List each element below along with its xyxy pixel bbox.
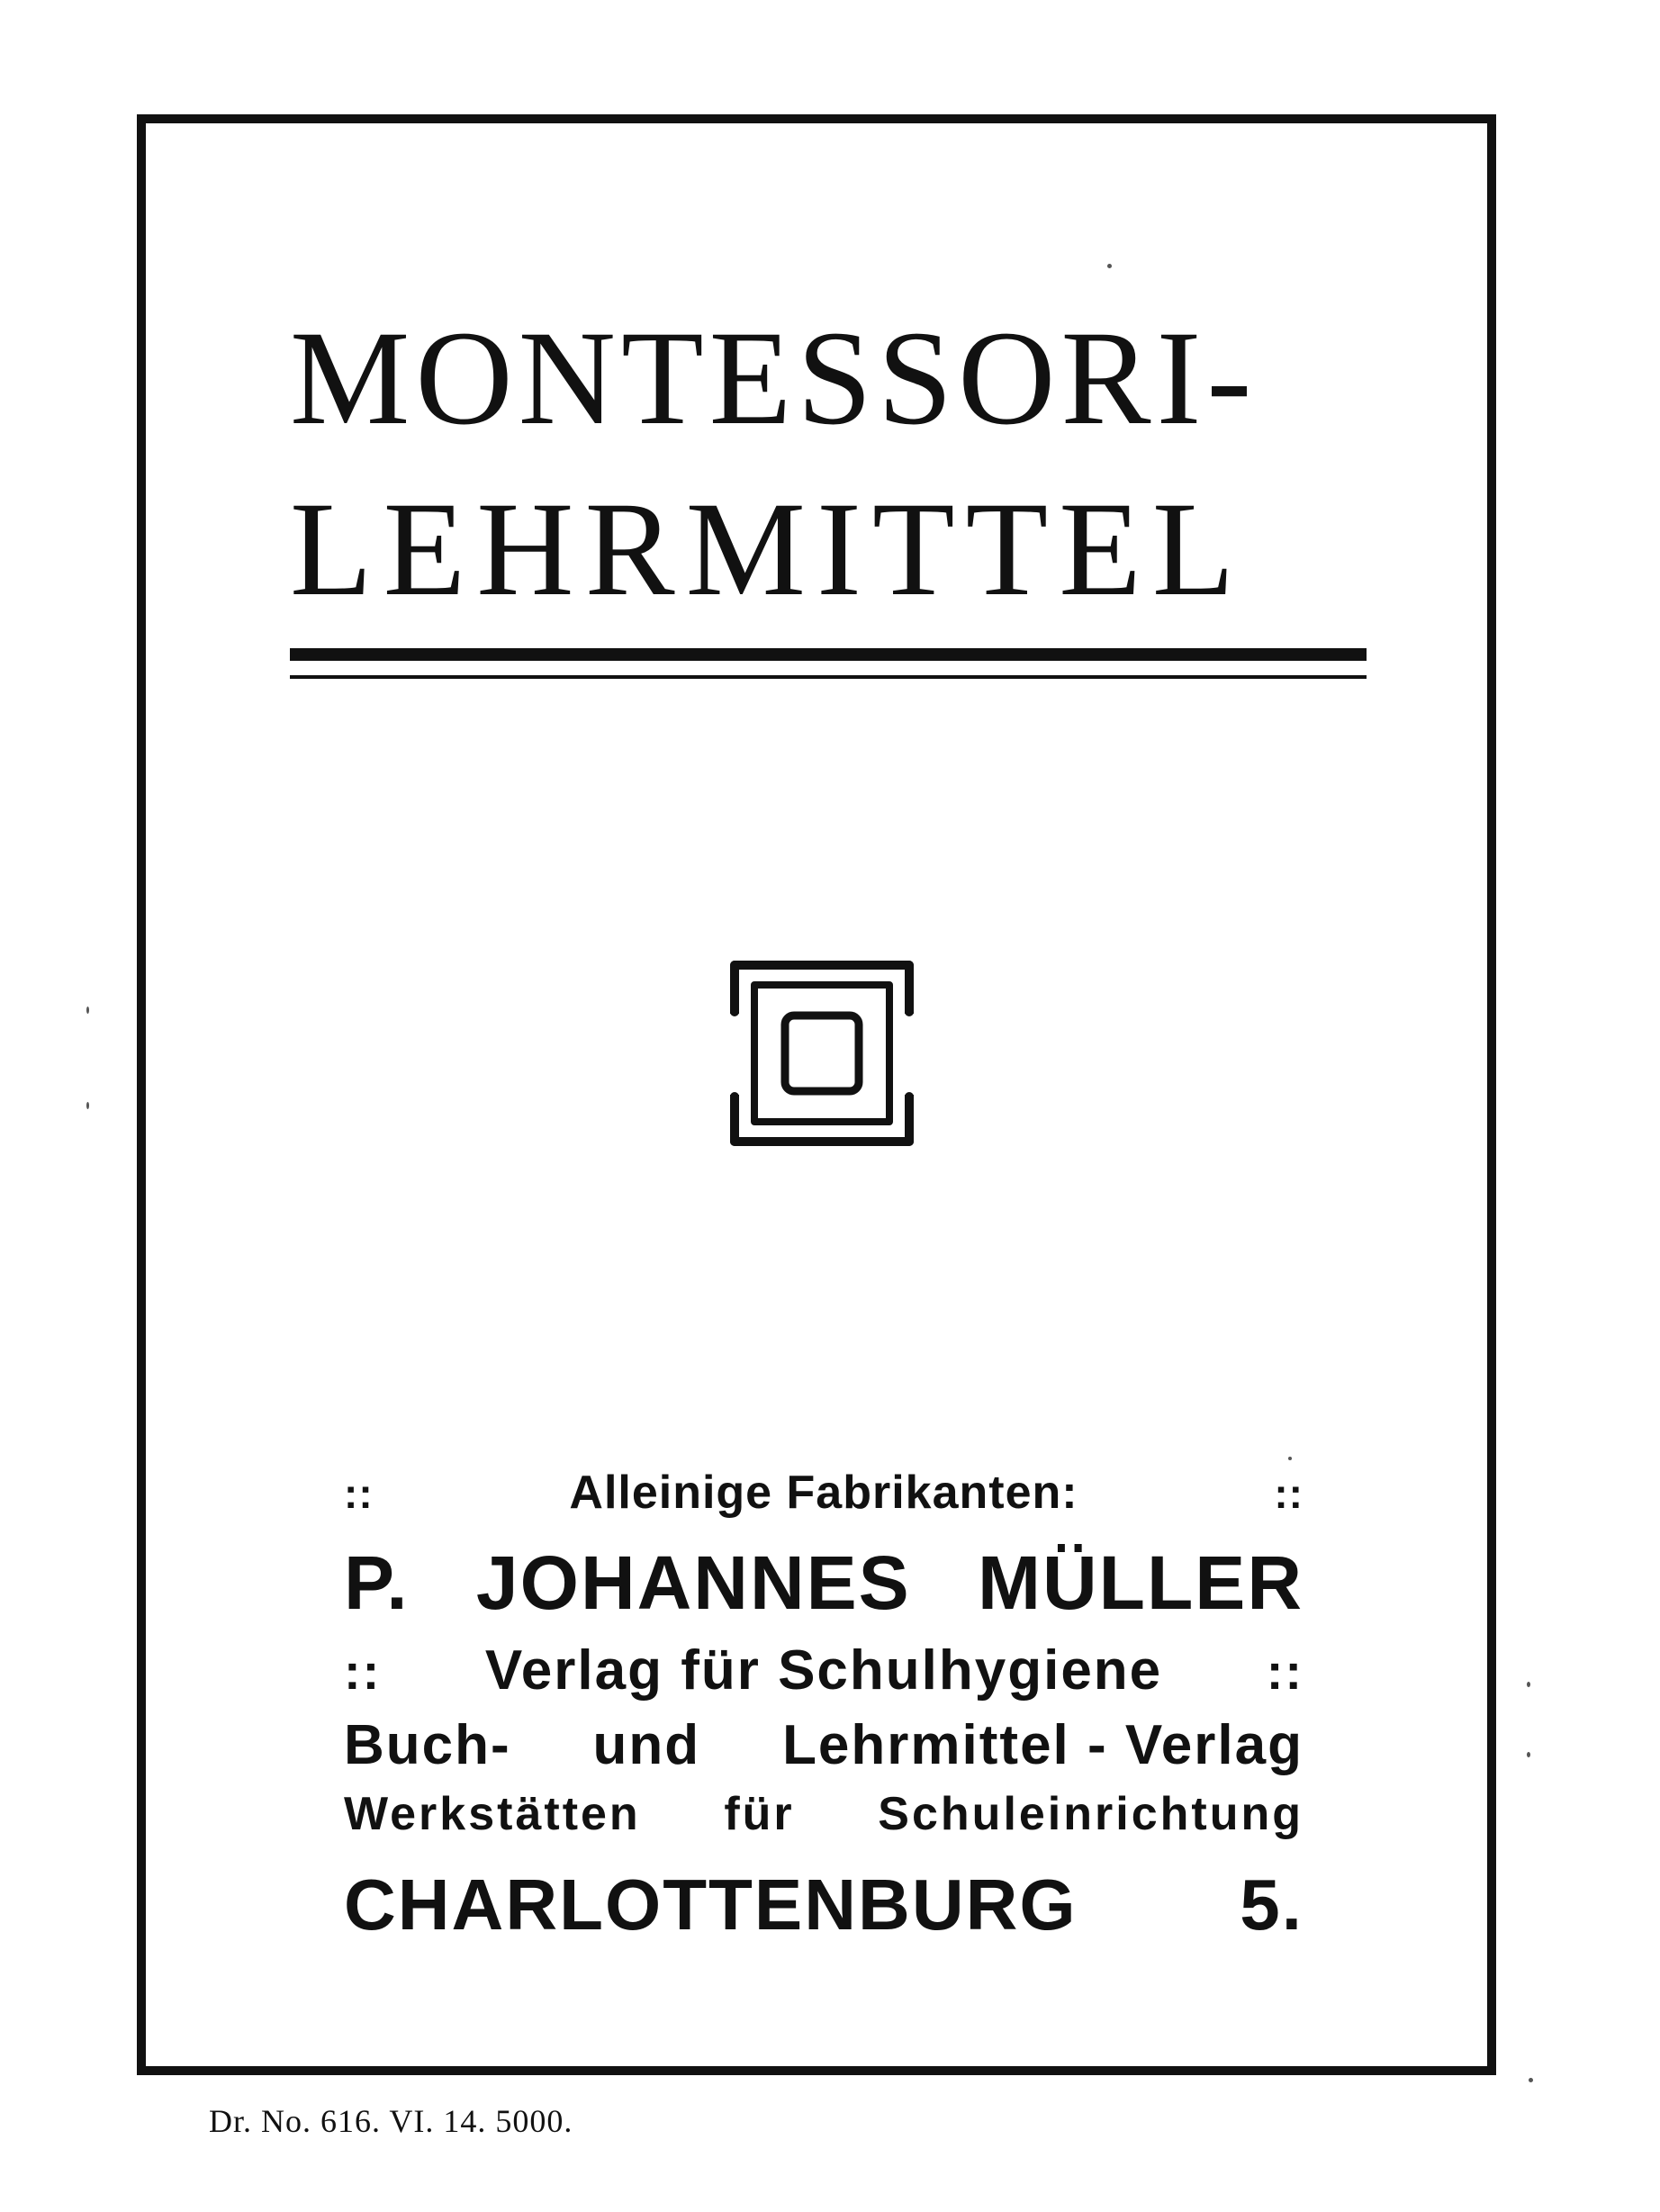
publisher-line-3: Werkstätten für Schuleinrichtung <box>344 1788 1304 1840</box>
title-rule-thin <box>290 675 1367 679</box>
nested-squares-emblem-icon <box>729 960 915 1147</box>
paper-speck <box>1527 1752 1530 1757</box>
publisher-name-row <box>344 1539 1304 1627</box>
separator-left: :: <box>344 1643 382 1700</box>
manufacturers-label: Alleinige Fabrikanten: <box>569 1467 1078 1519</box>
manufacturers-row <box>344 1466 1304 1520</box>
city: CHARLOTTENBURG 5. <box>344 1864 1304 1945</box>
separator-right: :: <box>1266 1643 1304 1700</box>
paper-speck <box>1529 2078 1533 2082</box>
title-line-1: MONTESSORI- <box>290 303 1258 453</box>
city-row <box>344 1864 1304 1946</box>
publisher-line-1: Verlag für Schulhygiene <box>484 1639 1163 1702</box>
publisher-line-3-row <box>344 1787 1304 1841</box>
publisher-line-2-left: Buch- <box>344 1714 511 1776</box>
paper-speck <box>86 1007 89 1014</box>
print-note: Dr. No. 616. VI. 14. 5000. <box>209 2103 573 2139</box>
separator-left: :: <box>344 1470 374 1517</box>
paper-speck <box>1288 1457 1292 1460</box>
publisher-line-2-right: Lehrmittel - Verlag <box>782 1714 1304 1776</box>
publisher-line-2-row <box>344 1713 1304 1777</box>
paper-speck <box>1107 264 1112 268</box>
publisher-line-1-row <box>344 1639 1304 1702</box>
separator-right: :: <box>1274 1470 1304 1517</box>
publisher-name: P. JOHANNES MÜLLER <box>344 1540 1304 1625</box>
title-line-2: LEHRMITTEL <box>290 474 1246 624</box>
paper-speck <box>1527 1682 1530 1687</box>
publisher-line-2-middle: und <box>592 1714 701 1776</box>
paper-speck <box>86 1102 89 1109</box>
title-rule-thick <box>290 648 1367 661</box>
